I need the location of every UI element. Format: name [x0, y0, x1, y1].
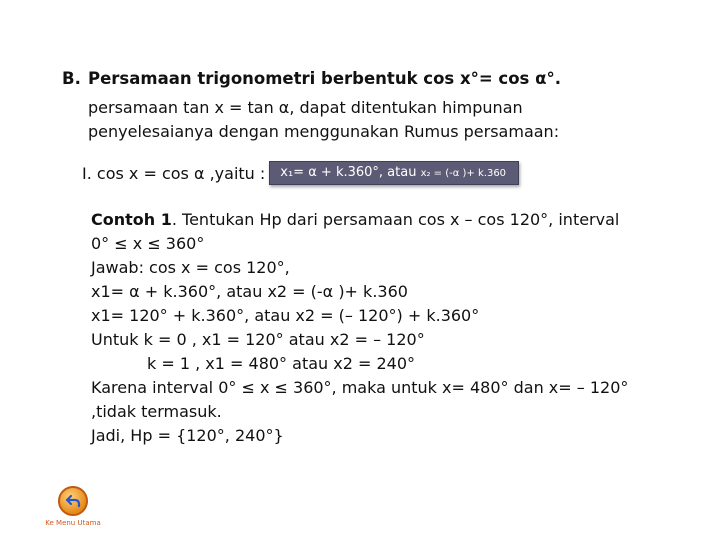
example-title-line: [91, 208, 628, 232]
example-line: ,tidak termasuk.: [91, 402, 222, 421]
formula-part1: x₁= α + k.360°, atau: [280, 165, 421, 180]
intro-line: penyelesaianya dengan menggunakan Rumus persamaan:: [88, 122, 560, 141]
section-title: Persamaan trigonometri berbentuk cos x°= cos α°.: [88, 69, 561, 88]
intro-paragraph: [88, 96, 559, 144]
main-menu-label: Ke Menu Utama: [45, 519, 101, 527]
section-letter: B.: [62, 69, 81, 88]
rule-label: I. cos x = cos α ,yaitu :: [82, 163, 266, 183]
example-title-rest: . Tentukan Hp dari persamaan cos x – cos 120°, interval: [171, 210, 620, 229]
example-line: Untuk k = 0 , x1 = 120° atau x2 = – 120°: [91, 330, 425, 349]
example-title: Contoh 1: [91, 210, 172, 229]
formula-box: [269, 161, 519, 185]
example-line: Jadi, Hp = {120°, 240°}: [91, 426, 284, 445]
formula-part2: x₂ = (-α )+ k.360: [420, 168, 507, 179]
example-line: k = 1 , x1 = 480° atau x2 = 240°: [147, 354, 416, 373]
intro-line: persamaan tan x = tan α, dapat ditentukan himpunan: [88, 98, 523, 117]
main-menu-button[interactable]: [38, 486, 108, 527]
example-line: Karena interval 0° ≤ x ≤ 360°, maka untuk x= 480° dan x= – 120°: [91, 378, 629, 397]
section-heading: [62, 69, 561, 88]
example-line: Jawab: cos x = cos 120°,: [91, 258, 290, 277]
back-arrow-icon: [58, 486, 88, 516]
example-block: [91, 208, 628, 448]
example-line: x1= α + k.360°, atau x2 = (-α )+ k.360: [91, 282, 408, 301]
example-line: x1= 120° + k.360°, atau x2 = (– 120°) + k.360°: [91, 306, 480, 325]
rule-row: [82, 161, 519, 185]
example-line: 0° ≤ x ≤ 360°: [91, 234, 205, 253]
